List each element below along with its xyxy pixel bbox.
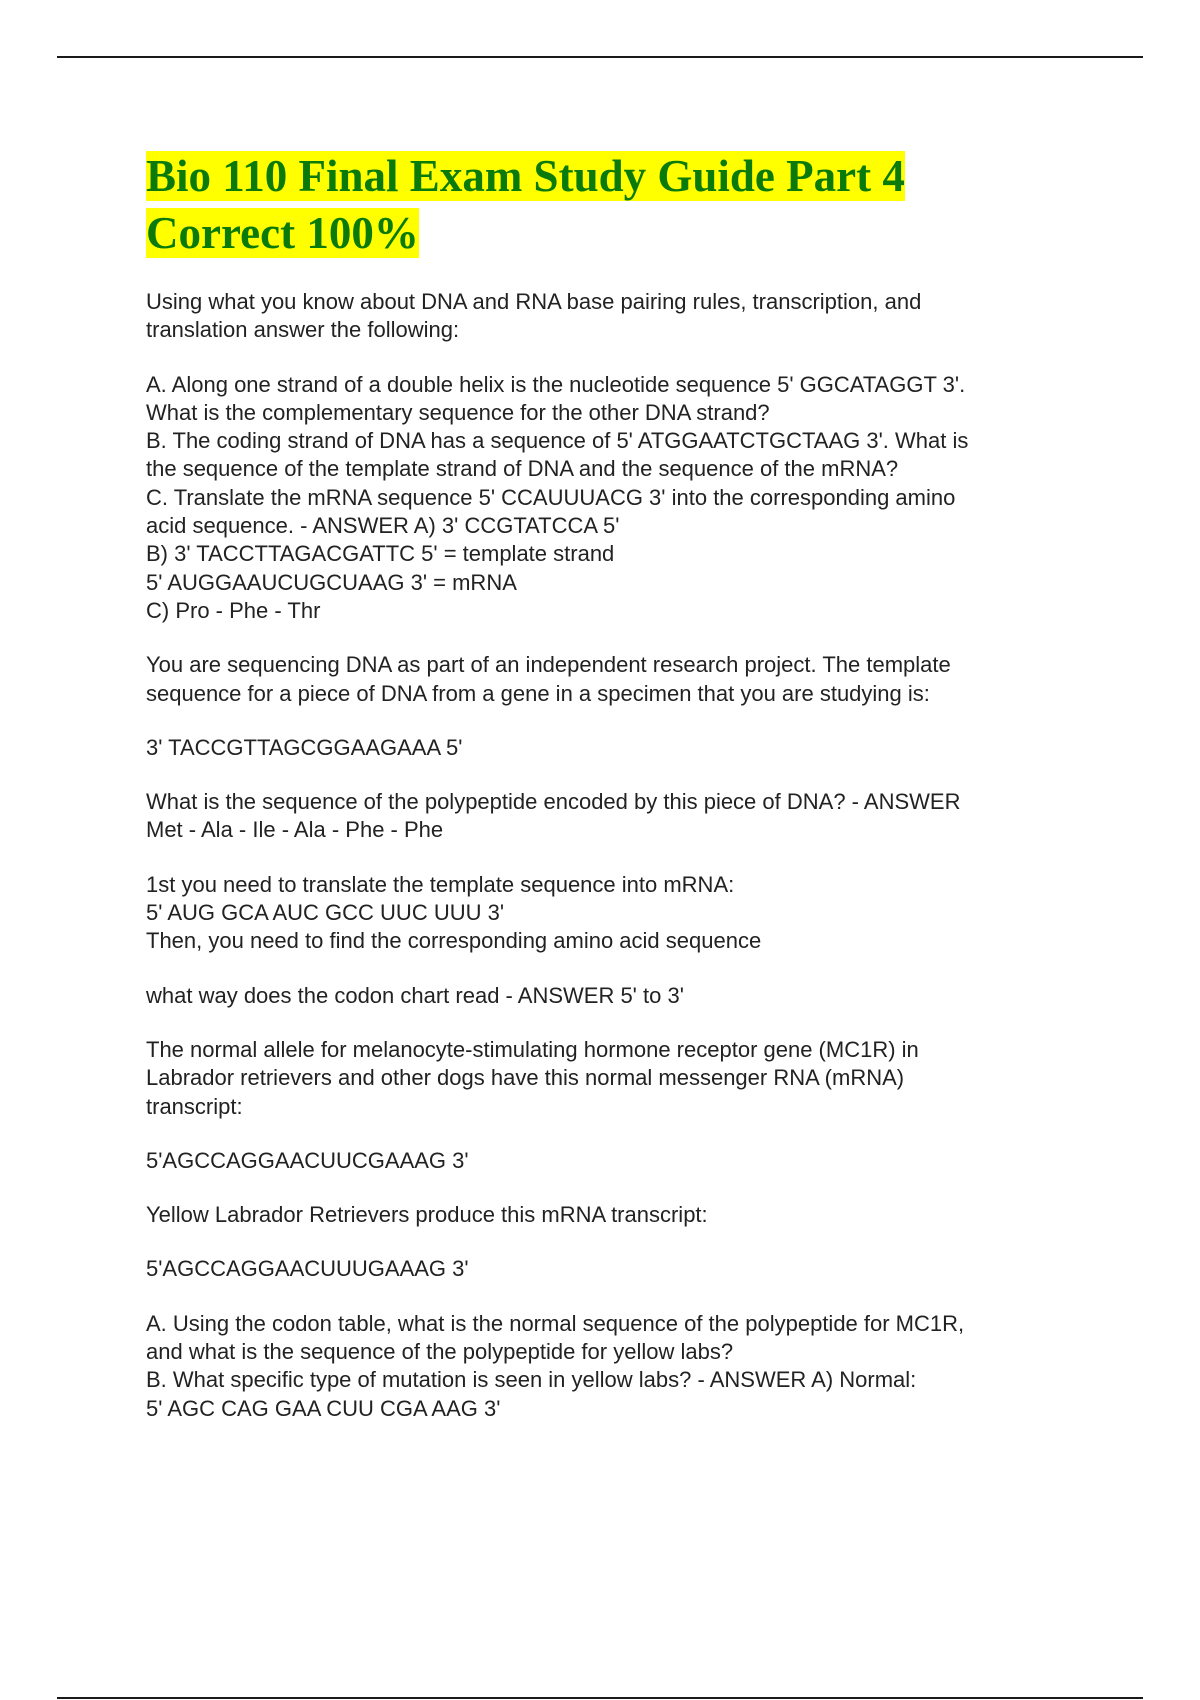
text-line: Then, you need to find the corresponding amino acid sequence bbox=[146, 928, 762, 954]
paragraph bbox=[146, 1201, 1076, 1229]
text-line: What is the complementary sequence for the other DNA strand? bbox=[146, 399, 770, 425]
paragraph bbox=[146, 1255, 1076, 1283]
text-line: Using what you know about DNA and RNA base pairing rules, transcription, and bbox=[146, 289, 922, 314]
paragraph bbox=[146, 371, 1076, 626]
text-line: 3' TACCGTTAGCGGAAGAAA 5' bbox=[146, 734, 463, 760]
paragraph bbox=[146, 788, 1076, 845]
text-line: 1st you need to translate the template sequence into mRNA: bbox=[146, 871, 735, 897]
text-line: 5'AGCCAGGAACUUCGAAAG 3' bbox=[146, 1147, 469, 1173]
text-line: 5' AUG GCA AUC GCC UUC UUU 3' bbox=[146, 900, 505, 926]
title-line-2: Correct 100% bbox=[146, 208, 419, 258]
text-line: B) 3' TACCTTAGACGATTC 5' = template strand bbox=[146, 541, 615, 567]
text-line: what way does the codon chart read - ANSWER 5' to 3' bbox=[146, 982, 684, 1008]
paragraph bbox=[146, 1147, 1076, 1175]
paragraph bbox=[146, 288, 1076, 345]
paragraph bbox=[146, 871, 1076, 956]
bottom-rule bbox=[57, 1697, 1143, 1699]
title-line-1: Bio 110 Final Exam Study Guide Part 4 bbox=[146, 151, 905, 201]
text-line: and what is the sequence of the polypeptide for yellow labs? bbox=[146, 1339, 734, 1365]
text-line: A. Along one strand of a double helix is the nucleotide sequence 5' GGCATAGGT 3'. bbox=[146, 371, 966, 397]
paragraph bbox=[146, 734, 1076, 762]
top-rule bbox=[57, 56, 1143, 58]
text-line: What is the sequence of the polypeptide encoded by this piece of DNA? - ANSWER bbox=[146, 789, 961, 815]
text-line: 5'AGCCAGGAACUUUGAAAG 3' bbox=[146, 1256, 469, 1282]
text-line: Yellow Labrador Retrievers produce this mRNA transcript: bbox=[146, 1202, 708, 1228]
text-line: transcript: bbox=[146, 1093, 243, 1119]
paragraph-list bbox=[146, 288, 1076, 1423]
text-line: acid sequence. - ANSWER A) 3' CCGTATCCA 5' bbox=[146, 513, 620, 539]
text-line: Met - Ala - Ile - Ala - Phe - Phe bbox=[146, 817, 444, 843]
text-line: The normal allele for melanocyte-stimulating hormone receptor gene (MC1R) in bbox=[146, 1036, 919, 1062]
text-line: B. The coding strand of DNA has a sequence of 5' ATGGAATCTGCTAAG 3'. What is bbox=[146, 428, 969, 454]
text-line: 5' AGC CAG GAA CUU CGA AAG 3' bbox=[146, 1395, 501, 1421]
text-line: C) Pro - Phe - Thr bbox=[146, 597, 321, 623]
text-line: translation answer the following: bbox=[146, 317, 460, 343]
text-line: You are sequencing DNA as part of an independent research project. The template bbox=[146, 652, 951, 678]
text-line: the sequence of the template strand of DNA and the sequence of the mRNA? bbox=[146, 456, 899, 482]
text-line: 5' AUGGAAUCUGCUAAG 3' = mRNA bbox=[146, 569, 517, 595]
paragraph bbox=[146, 982, 1076, 1010]
text-line: sequence for a piece of DNA from a gene in a specimen that you are studying is: bbox=[146, 680, 930, 706]
text-line: A. Using the codon table, what is the normal sequence of the polypeptide for MC1R, bbox=[146, 1310, 965, 1336]
paragraph bbox=[146, 651, 1076, 708]
text-line: C. Translate the mRNA sequence 5' CCAUUUACG 3' into the corresponding amino bbox=[146, 484, 956, 510]
document-body bbox=[146, 148, 1076, 1449]
page-title bbox=[146, 148, 1076, 262]
paragraph bbox=[146, 1310, 1076, 1423]
text-line: Labrador retrievers and other dogs have this normal messenger RNA (mRNA) bbox=[146, 1065, 905, 1091]
paragraph bbox=[146, 1036, 1076, 1121]
text-line: B. What specific type of mutation is seen in yellow labs? - ANSWER A) Normal: bbox=[146, 1367, 917, 1393]
